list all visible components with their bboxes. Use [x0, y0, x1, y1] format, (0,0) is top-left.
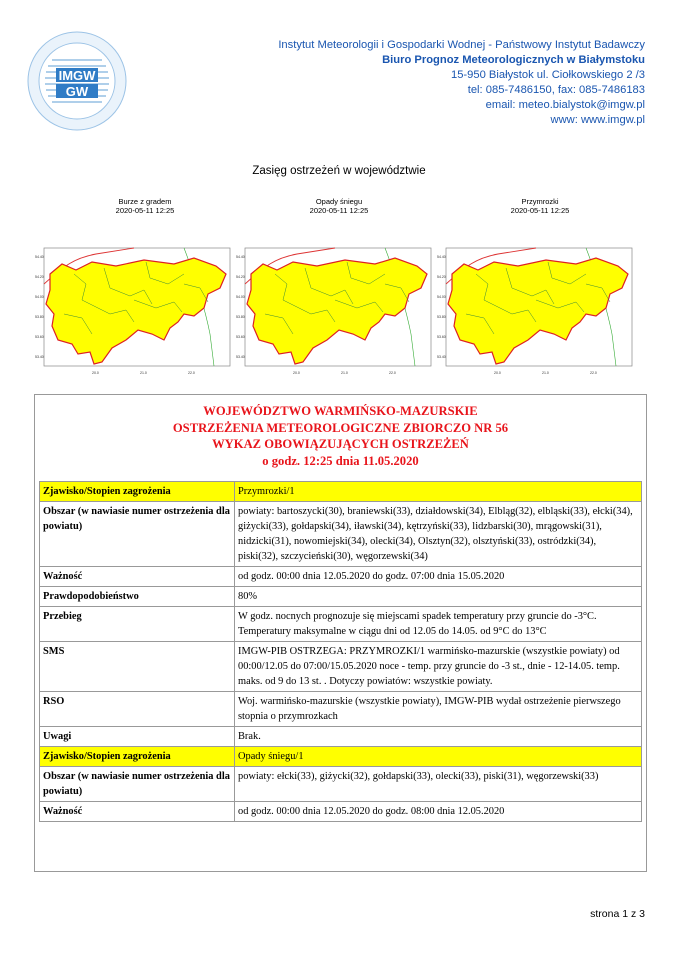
- y-tick-label: 54.40: [35, 255, 44, 259]
- y-tick-label: 53.60: [236, 335, 245, 339]
- row-value: Opady śniegu/1: [235, 747, 642, 767]
- table-row: [40, 767, 642, 802]
- bureau-name: Biuro Prognoz Meteorologicznych w Białymstoku: [382, 54, 645, 66]
- y-tick-label: 53.60: [35, 335, 44, 339]
- map-caption-storms: Burze z gradem 2020-05-11 12:25: [115, 197, 175, 215]
- row-key: Ważność: [40, 802, 235, 822]
- x-tick-label: 20.0: [494, 371, 501, 375]
- table-row: [40, 692, 642, 727]
- row-key: RSO: [40, 692, 235, 727]
- email[interactable]: email: meteo.bialystok@imgw.pl: [485, 99, 645, 111]
- table-row: [40, 607, 642, 642]
- svg-text:GW: GW: [65, 84, 89, 99]
- x-tick-label: 20.0: [293, 371, 300, 375]
- warnings-table: [39, 481, 642, 822]
- row-value: Brak.: [235, 727, 642, 747]
- y-tick-label: 54.20: [437, 275, 446, 279]
- row-value: od godz. 00:00 dnia 12.05.2020 do godz. 07:00 dnia 15.05.2020: [235, 567, 642, 587]
- svg-text:IMGW: IMGW: [58, 68, 96, 83]
- map-frost: [436, 244, 636, 384]
- row-key: Zjawisko/Stopien zagrożenia: [40, 747, 235, 767]
- table-row: [40, 727, 642, 747]
- x-tick-label: 21.0: [341, 371, 348, 375]
- y-tick-label: 53.80: [35, 315, 44, 319]
- x-tick-label: 21.0: [140, 371, 147, 375]
- phone-fax: tel: 085-7486150, fax: 085-7486183: [467, 84, 645, 96]
- row-value: powiaty: bartoszycki(30), braniewski(33), działdowski(34), Elbląg(32), elbląski(33), ełcki(34), giżycki(33), gołdapski(34), iławski(34), kętrzyński(33), lidzbarski(30), mrągowski(31), nidzicki(31), nowomiejski(34), olecki(34), Olsztyn(32), olsztyński(33), ostródzki(34), piski(32), szczycieński(30), węgorzewski(34): [235, 502, 642, 567]
- y-tick-label: 54.00: [35, 295, 44, 299]
- website[interactable]: www: www.imgw.pl: [550, 114, 645, 126]
- y-tick-label: 53.40: [35, 355, 44, 359]
- row-key: Uwagi: [40, 727, 235, 747]
- row-value: powiaty: ełcki(33), giżycki(32), gołdapski(33), olecki(33), piski(31), węgorzewski(33): [235, 767, 642, 802]
- warnings-document: [34, 394, 647, 872]
- x-tick-label: 22.0: [389, 371, 396, 375]
- y-tick-label: 54.20: [35, 275, 44, 279]
- row-key: Obszar (w nawiasie numer ostrzeżenia dla powiatu): [40, 502, 235, 567]
- map-snow: [235, 244, 435, 384]
- row-value: Przymrozki/1: [235, 482, 642, 502]
- y-tick-label: 53.60: [437, 335, 446, 339]
- page-number: strona 1 z 3: [590, 908, 645, 920]
- table-row: [40, 587, 642, 607]
- x-tick-label: 21.0: [542, 371, 549, 375]
- y-tick-label: 54.00: [437, 295, 446, 299]
- row-key: Przebieg: [40, 607, 235, 642]
- row-key: Ważność: [40, 567, 235, 587]
- y-tick-label: 54.20: [236, 275, 245, 279]
- address: 15-950 Białystok ul. Ciołkowskiego 2 /3: [450, 69, 645, 81]
- table-row: [40, 802, 642, 822]
- row-key: SMS: [40, 642, 235, 692]
- row-key: Prawdopodobieństwo: [40, 587, 235, 607]
- document-title: WOJEWÓDZTWO WARMIŃSKO-MAZURSKIE OSTRZEŻENIA METEOROLOGICZNE ZBIORCZO NR 56 WYKAZ OBOWIĄZUJĄCYCH OSTRZEŻEŃ o godz. 12:25 dnia 11.05.2020: [172, 404, 509, 468]
- row-value: IMGW-PIB OSTRZEGA: PRZYMROZKI/1 warmińsko-mazurskie (wszystkie powiaty) od 00:00/12.05 do 07:00/15.05.2020 noce - temp. przy gruncie do -3 st., dnie - 12-14.05. temp. maks. od 9 do 13 st. . Dotyczy powiatów: wszystkie powiaty.: [235, 642, 642, 692]
- table-row: [40, 502, 642, 567]
- map-caption-frost: Przymrozki 2020-05-11 12:25: [510, 197, 570, 215]
- row-value: Woj. warmińsko-mazurskie (wszystkie powiaty), IMGW-PIB wydał ostrzeżenie pierwszego stopnia o przymrozkach: [235, 692, 642, 727]
- x-tick-label: 20.0: [92, 371, 99, 375]
- table-row: [40, 567, 642, 587]
- table-row: [40, 747, 642, 767]
- institute-name: Instytut Meteorologii i Gospodarki Wodnej - Państwowy Instytut Badawczy: [278, 39, 645, 51]
- map-caption-snow: Opady śniegu 2020-05-11 12:25: [309, 197, 369, 215]
- x-tick-label: 22.0: [590, 371, 597, 375]
- imgw-logo: [26, 30, 128, 132]
- institution-header: [278, 38, 645, 128]
- table-row: [40, 482, 642, 502]
- y-tick-label: 54.40: [437, 255, 446, 259]
- y-tick-label: 53.40: [236, 355, 245, 359]
- y-tick-label: 54.00: [236, 295, 245, 299]
- row-key: Obszar (w nawiasie numer ostrzeżenia dla powiatu): [40, 767, 235, 802]
- row-value: od godz. 00:00 dnia 12.05.2020 do godz. 08:00 dnia 12.05.2020: [235, 802, 642, 822]
- x-tick-label: 22.0: [188, 371, 195, 375]
- table-row: [40, 642, 642, 692]
- y-tick-label: 53.80: [236, 315, 245, 319]
- row-value: W godz. nocnych prognozuje się miejscami spadek temperatury przy gruncie do -3°C. Temperatury maksymalne w ciągu dni od 12.05 do 14.05. od 9°C do 13°C: [235, 607, 642, 642]
- y-tick-label: 53.40: [437, 355, 446, 359]
- y-tick-label: 54.40: [236, 255, 245, 259]
- row-key: Zjawisko/Stopien zagrożenia: [40, 482, 235, 502]
- map-storms: [34, 244, 234, 384]
- y-tick-label: 53.80: [437, 315, 446, 319]
- row-value: 80%: [235, 587, 642, 607]
- section-title: Zasięg ostrzeżeń w województwie: [252, 165, 426, 177]
